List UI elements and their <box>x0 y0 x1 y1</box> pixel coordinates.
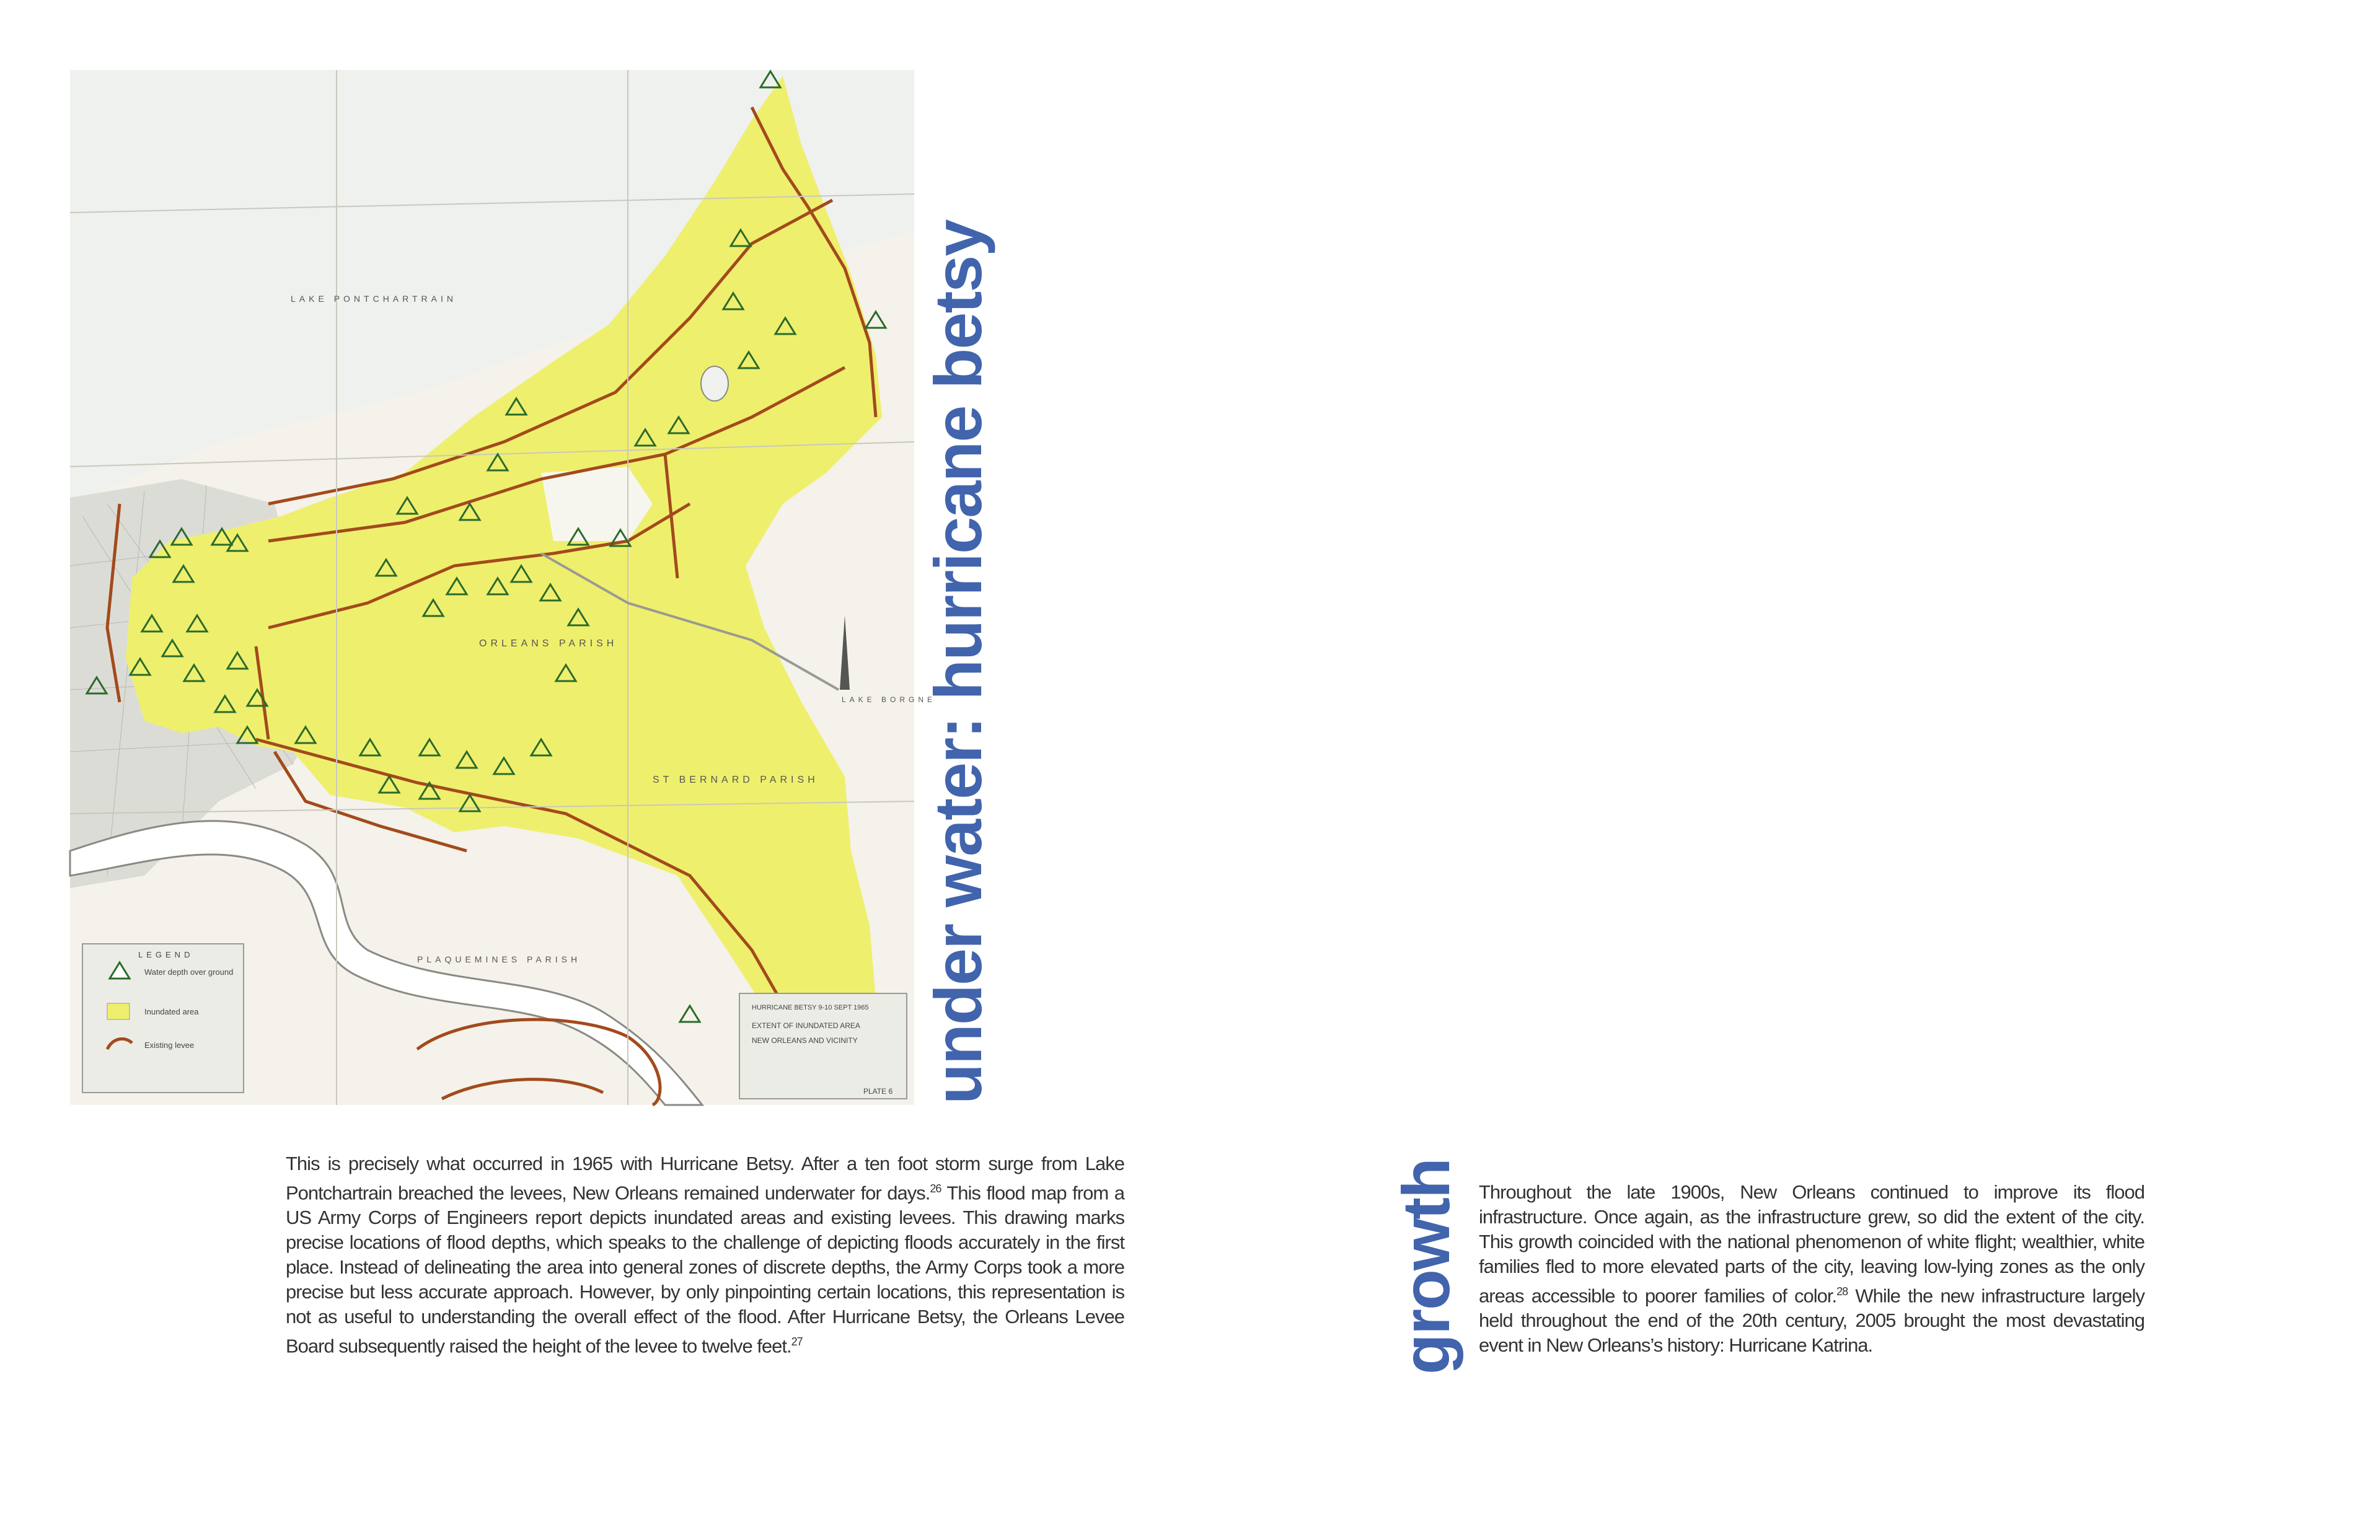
section-title-growth: growth <box>1388 1159 1463 1375</box>
growth-text-2: While the new infrastructure largely held throughout the end of the 20th century, 2005 brought the most devastating event in New Orleans’s history: Hurricane Katrina. <box>1479 1285 2145 1357</box>
legend-water-depth: Water depth over ground <box>144 967 234 977</box>
lake-pontchartrain-label: LAKE PONTCHARTRAIN <box>291 294 457 304</box>
betsy-paragraph <box>286 1151 1124 1359</box>
footnote-ref-28: 28 <box>1836 1285 1848 1298</box>
plate-label: PLATE 6 <box>863 1087 893 1096</box>
legend-levee: Existing levee <box>144 1041 195 1050</box>
orleans-parish-label: ORLEANS PARISH <box>479 638 618 649</box>
footnote-ref-26: 26 <box>930 1182 941 1195</box>
section-title-hurricane-betsy: under water: hurricane betsy <box>920 220 995 1104</box>
growth-paragraph <box>1479 1180 2144 1358</box>
legend-title: LEGEND <box>138 950 194 959</box>
title-block-line-2: EXTENT OF INUNDATED AREA <box>752 1021 860 1030</box>
growth-text-1: Throughout the late 1900s, New Orleans continued to improve its flood infrastructure. Once again, as the infrastructure grew, so did the extent of the city. This growth coincided with the national phenomenon of white flight; wealthier, white families fled to more elevated parts of the city, leaving low-lying zones as the only areas accessible to poorer families of color. <box>1479 1181 2144 1307</box>
st-bernard-parish-label: ST BERNARD PARISH <box>653 775 819 785</box>
footnote-ref-27: 27 <box>791 1335 803 1349</box>
plaquemines-parish-label: PLAQUEMINES PARISH <box>417 954 581 964</box>
betsy-text-1: This is precisely what occurred in 1965 with Hurricane Betsy. After a ten foot storm surge from Lake Pontchartrain breached the levees, New Orleans remained underwater for days. <box>286 1153 1124 1204</box>
map-legend <box>82 944 244 1093</box>
flood-map-image <box>70 70 937 1105</box>
betsy-text-2: This flood map from a US Army Corps of Engineers report depicts inundated areas and existing levees. This drawing marks precise locations of flood depths, which speaks to the challenge of depicting floods accurately in the first place. Instead of delineating the area into general zones of discrete depths, the Army Corps took a more precise but less accurate approach. However, by only pinpointing certain locations, this representation is not as useful to understanding the overall effect of the flood. After Hurricane Betsy, the Orleans Levee Board subsequently raised the height of the levee to twelve feet. <box>286 1182 1124 1357</box>
title-block-line-3: NEW ORLEANS AND VICINITY <box>752 1036 858 1045</box>
title-block-line-1: HURRICANE BETSY 9-10 SEPT 1965 <box>752 1004 869 1011</box>
lake-borgne-label: LAKE BORGNE <box>842 695 937 704</box>
legend-inundated: Inundated area <box>144 1007 199 1016</box>
map-title-block <box>739 993 907 1099</box>
